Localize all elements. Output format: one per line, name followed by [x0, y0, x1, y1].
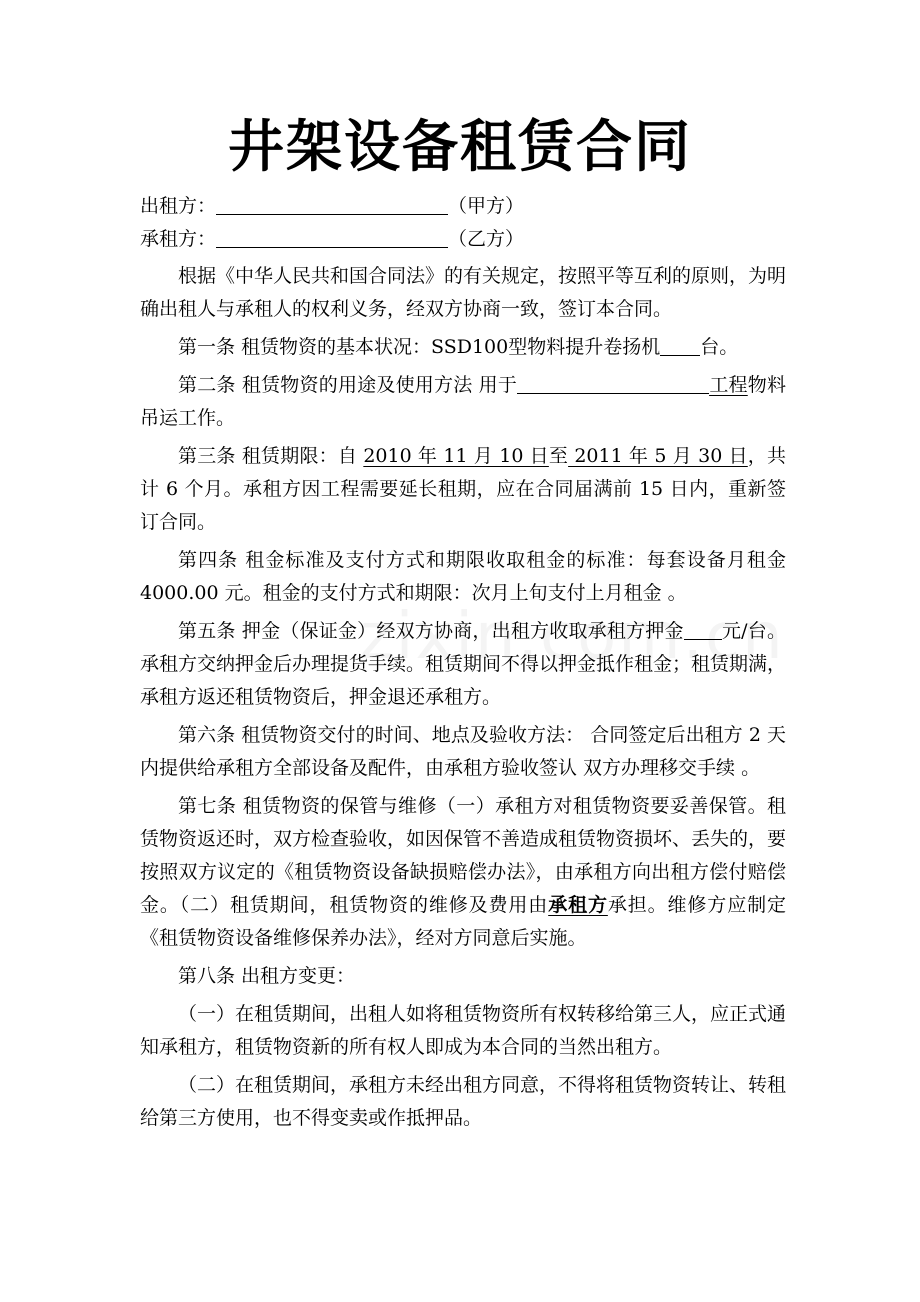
article-2-text: 第二条 租赁物资的用途及使用方法 用于 — [178, 374, 518, 396]
article-1-quantity-blank — [660, 335, 700, 356]
lessor-suffix: （甲方） — [448, 195, 525, 217]
article-1-text: 第一条 租赁物资的基本状况：SSD100型物料提升卷扬机 — [178, 336, 661, 358]
article-5-lead: 第五条 押金（保证金）经双方协商，出租方收取承租方押金 — [178, 620, 684, 642]
article-2-tail: 物料吊运工作。 — [140, 374, 786, 429]
article-4: 第四条 租金标准及支付方式和期限收取租金的标准：每套设备月租金 4000.00 元。租金的支付方式和期限：次月上旬支付上月租金 。 — [140, 549, 786, 604]
lessor-label: 出租方： — [140, 195, 217, 217]
lessee-blank — [216, 227, 448, 248]
article-1-tail: 台。 — [700, 336, 739, 358]
contract-body — [140, 190, 786, 1140]
article-7-party: 承租方 — [548, 894, 608, 916]
article-8-item-2: （二）在租赁期间，承租方未经出租方同意，不得将租赁物资转让、转租给第三方使用，也不得变卖或作抵押品。 — [140, 1074, 787, 1129]
article-3-mid: 至 — [548, 445, 569, 467]
article-7-tail: 承担。维修方应制定《租赁物资设备维修保养办法》，经对方同意后实施。 — [140, 894, 786, 949]
article-8-heading: 第八条 出租方变更： — [178, 965, 356, 987]
lessee-suffix: （乙方） — [448, 228, 525, 250]
article-2-project: 工程 — [709, 374, 748, 396]
article-3-tail: ，共计 6 个月。承租方因工程需要延长租期，应在合同届满前 15 日内，重新签订合同。 — [140, 445, 787, 533]
article-2-project-blank — [517, 373, 709, 394]
lessee-line — [140, 223, 786, 256]
article-3-lead: 第三条 租赁期限：自 — [178, 445, 364, 467]
article-3-end-date: 2011 年 5 月 30 日 — [568, 445, 748, 467]
article-6: 第六条 租赁物资交付的时间、地点及验收方法： 合同签定后出租方 2 天内提供给承租方全部设备及配件，由承租方验收签认 双方办理移交手续 。 — [140, 724, 786, 779]
lessee-label: 承租方： — [140, 228, 217, 250]
article-7-lead: 第七条 租赁物资的保管与维修（一）承租方对租赁物资要妥善保管。租赁物资返还时，双方检查验收，如因保管不善造成租赁物资损坏、丢失的，要按照双方议定的《租赁物资设备缺损赔偿办法》，由承租方向出租方偿付赔偿金。（二）租赁期间，租赁物资的维修及费用由 — [140, 795, 787, 916]
article-5 — [140, 615, 786, 714]
article-7 — [140, 790, 786, 955]
article-8-item-1: （一）在租赁期间，出租人如将租赁物资所有权转移给第三人，应正式通知承租方，租赁物资新的所有权人即成为本合同的当然出租方。 — [140, 1003, 787, 1058]
lessor-line — [140, 190, 786, 223]
intro-paragraph: 根据《中华人民共和国合同法》的有关规定，按照平等互利的原则，为明确出租人与承租人的权利义务，经双方协商一致，签订本合同。 — [140, 265, 787, 320]
article-2 — [140, 369, 786, 435]
article-1 — [140, 331, 786, 364]
article-3 — [140, 440, 786, 539]
lessor-blank — [216, 194, 448, 215]
article-5-tail: 元/台。承租方交纳押金后办理提货手续。租赁期间不得以押金抵作租金；租赁期满，承租方返还租赁物资后，押金退还承租方。 — [140, 620, 787, 708]
article-5-deposit-blank — [684, 619, 722, 640]
article-3-start-date: 2010 年 11 月 10 日 — [363, 445, 549, 467]
contract-title: 井架设备租赁合同 — [228, 115, 692, 180]
